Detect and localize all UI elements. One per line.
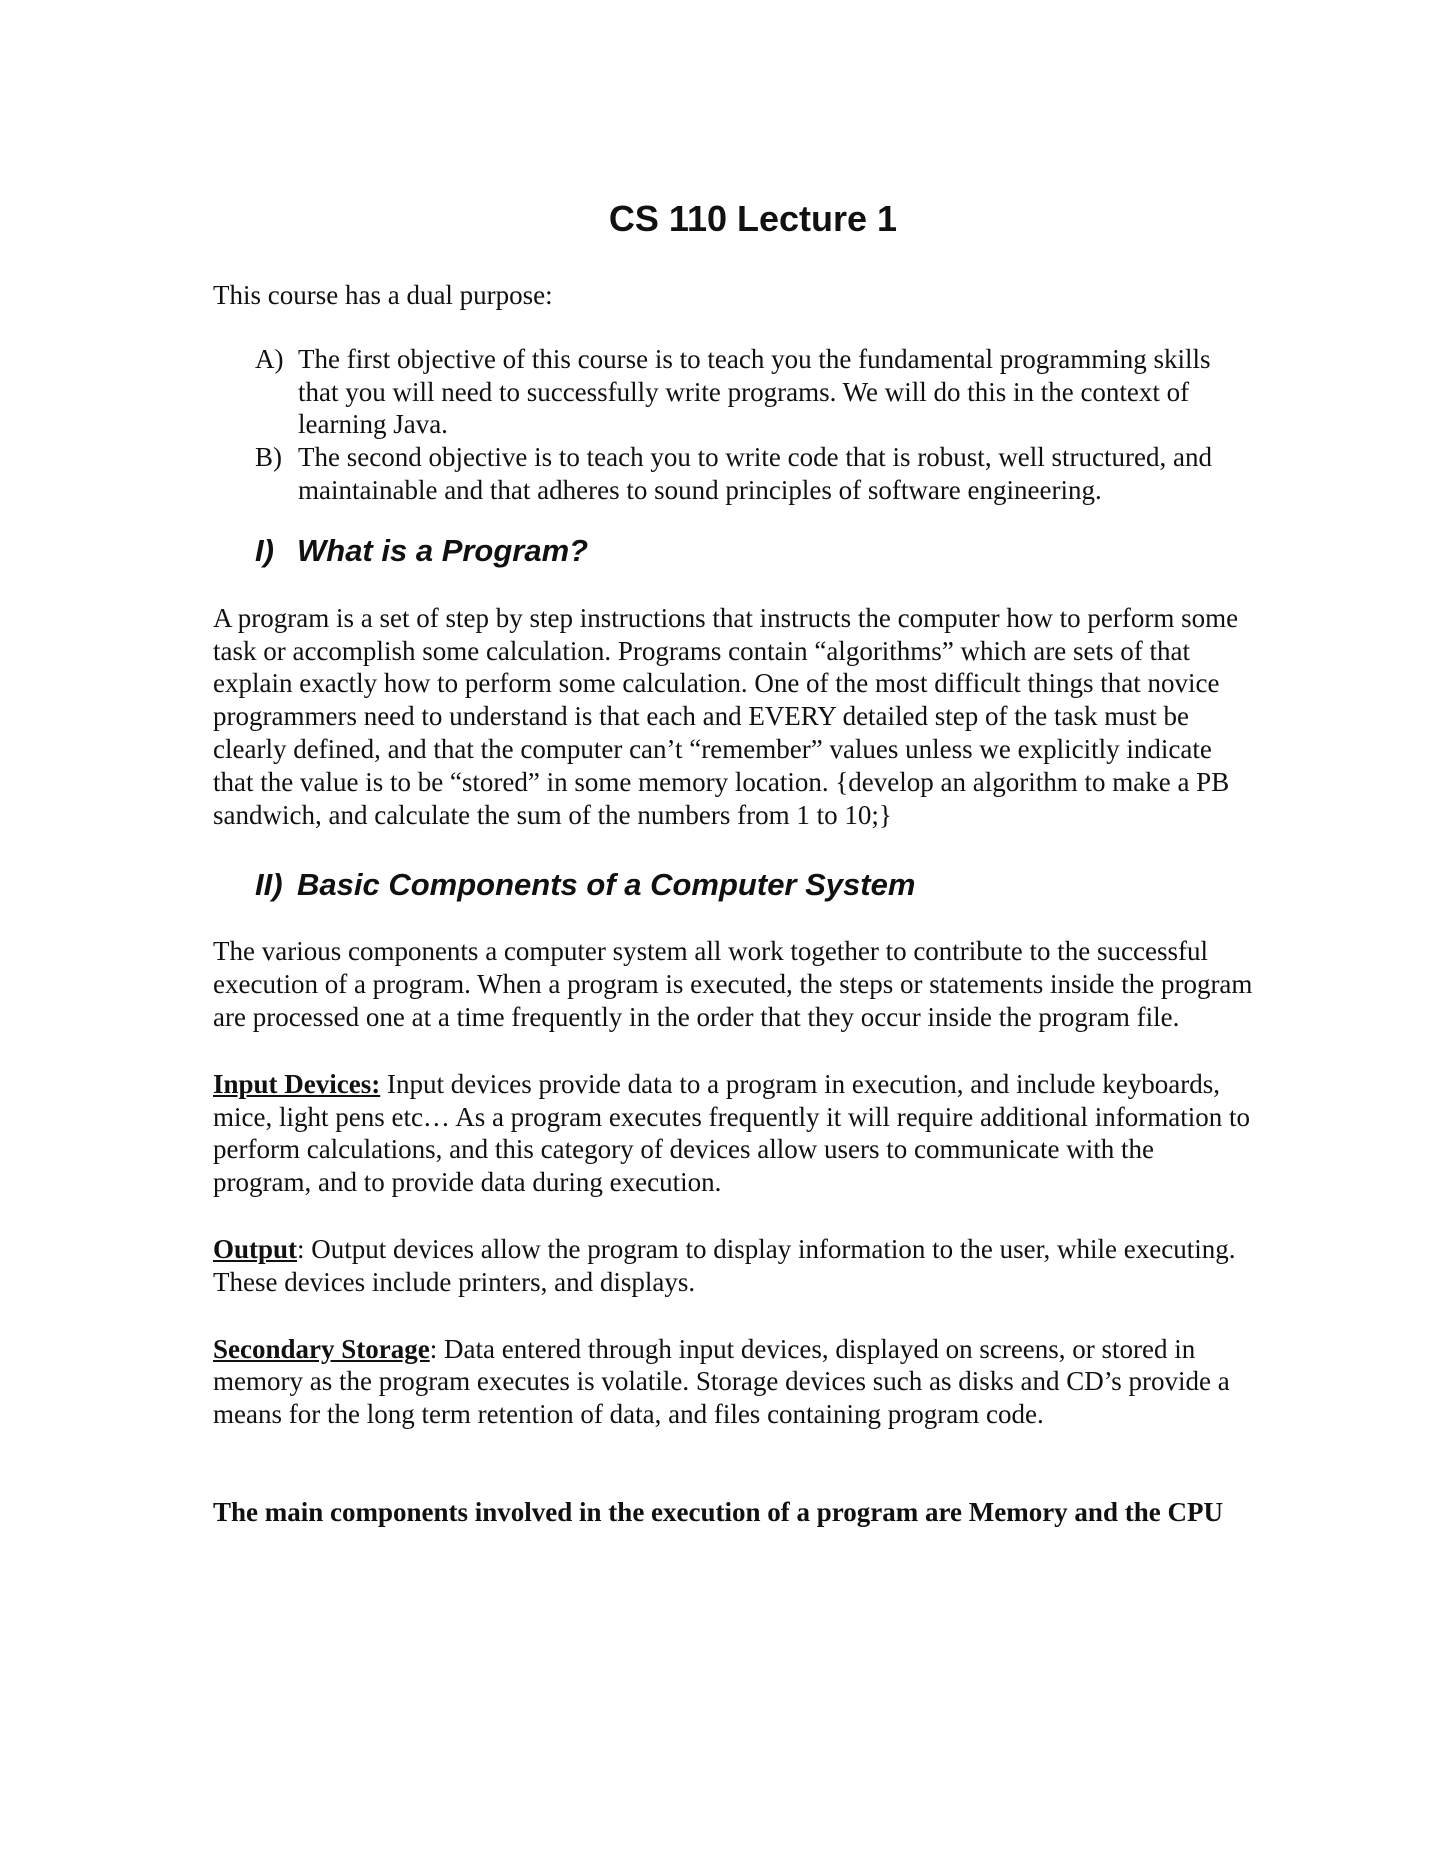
output-term: Output: [213, 1233, 298, 1264]
input-devices-paragraph: [213, 1068, 1253, 1199]
section-2-heading: [213, 865, 1253, 905]
section-2-body: The various components a computer system all work together to contribute to the successful execution of a program. When a program is executed, the steps or statements inside the program are processed one at a time frequently in the order that they occur inside the program file.: [213, 936, 1253, 1032]
objectives-list: [213, 343, 1253, 507]
objective-a-marker: A): [255, 343, 284, 374]
output-paragraph: [213, 1233, 1253, 1299]
intro-text: This course has a dual purpose:: [213, 280, 553, 310]
objective-b-marker: B): [255, 442, 282, 473]
objective-a: [213, 343, 1253, 441]
section-1-number: I): [255, 532, 274, 568]
objective-b: [213, 441, 1253, 507]
document-title: CS 110 Lecture 1: [608, 198, 898, 239]
secondary-storage-paragraph: [213, 1333, 1253, 1431]
section-1-heading: [213, 531, 1253, 571]
section-1-body: A program is a set of step by step instructions that instructs the computer how to perform some task or accomplish some calculation. Programs contain “algorithms” which are sets of that explain exactly how to perform some calculation. One of the most difficult things that novice programmers need to understand is that each and EVERY detailed step of the task must be clearly defined, and that the computer can’t “remember” values unless we explicitly indicate that the value is to be “stored” in some memory location. {develop an algorithm to make a PB sandwich, and calculate the sum of the numbers from 1 to 10;}: [213, 602, 1239, 830]
objective-b-text: The second objective is to teach you to write code that is robust, well structured, and maintainable and that adheres to sound principles of software engineering.: [298, 442, 1212, 505]
document-page: [213, 195, 1253, 1529]
objective-a-text: The first objective of this course is to teach you the fundamental programming skills that you will need to successfully write programs. We will do this in the context of learning Java.: [298, 343, 1211, 440]
section-2-title: Basic Components of a Computer System: [297, 867, 916, 903]
section-1-title: What is a Program?: [297, 532, 589, 568]
main-components-statement: The main components involved in the execution of a program are Memory and the CPU: [213, 1496, 1223, 1527]
output-text: : Output devices allow the program to display information to the user, while executing. These devices include printers, and displays.: [213, 1233, 1236, 1297]
input-devices-term: Input Devices:: [213, 1068, 381, 1099]
secondary-storage-text: : Data entered through input devices, displayed on screens, or stored in memory as the program executes is volatile. Storage devices such as disks and CD’s provide a means for the long term retention of data, and files containing program code.: [213, 1333, 1230, 1430]
secondary-storage-term: Secondary Storage: [213, 1333, 430, 1364]
section-2-number: II): [255, 867, 283, 903]
input-devices-text: Input devices provide data to a program in execution, and include keyboards, mice, light pens etc… As a program executes frequently it will require additional information to perform calculations, and this category of devices allow users to communicate with the program, and to provide data during execution.: [213, 1068, 1250, 1198]
